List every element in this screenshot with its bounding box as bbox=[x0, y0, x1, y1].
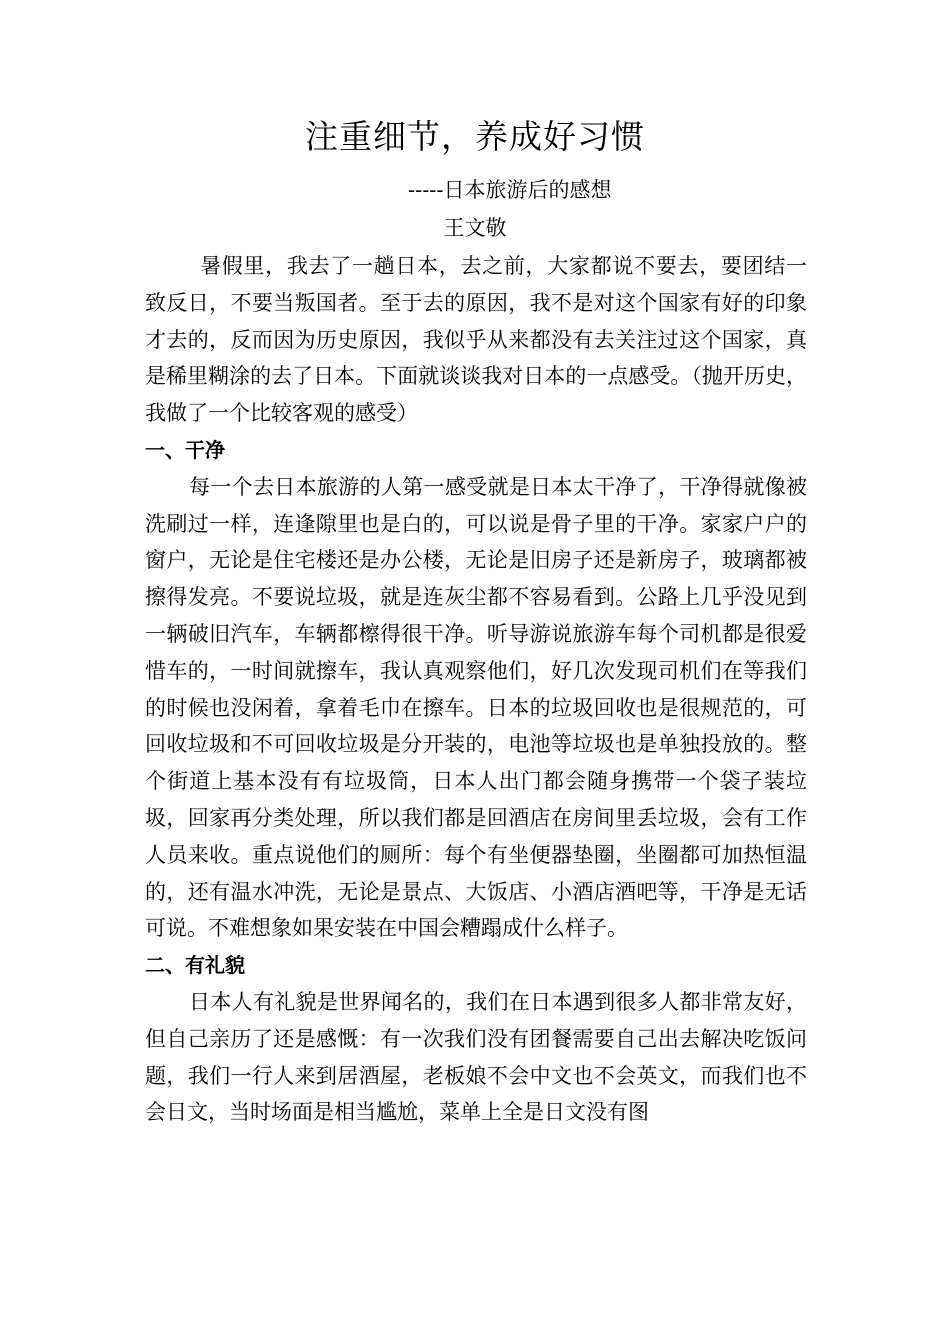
section-heading-polite: 二、有礼貌 bbox=[145, 953, 245, 978]
document-subtitle: -----日本旅游后的感想 bbox=[408, 178, 612, 202]
section-heading-clean: 一、干净 bbox=[145, 437, 225, 462]
document-title: 注重细节，养成好习惯 bbox=[305, 117, 645, 156]
document-body bbox=[145, 248, 807, 1131]
section-paragraph-clean: 每一个去日本旅游的人第一感受就是日本太干净了，干净得就像被洗刷过一样，连逢隙里也是白的，可以说是骨子里的干净。家家户户的窗户，无论是住宅楼还是办公楼，无论是旧房子还是新房子，玻璃都被擦得发亮。不要说垃圾，就是连灰尘都不容易看到。公路上几乎没见到一辆破旧汽车，车辆都檫得很干净。听导游说旅游车每个司机都是很爱惜车的，一时间就擦车，我认真观察他们，好几次发现司机们在等我们的时候也没闲着，拿着毛巾在擦车。日本的垃圾回收也是很规范的，可回收垃圾和不可回收垃圾是分开装的，电池等垃圾也是单独投放的。整个街道上基本没有有垃圾筒，日本人出门都会随身携带一个袋子装垃圾，回家再分类处理，所以我们都是回酒店在房间里丢垃圾，会有工作人员来收。重点说他们的厕所：每个有坐便器垫圈，坐圈都可加热恒温的，还有温水冲洗，无论是景点、大饭店、小酒店酒吧等，干净是无话可说。不难想象如果安装在中国会糟蹋成什么样子。 bbox=[145, 474, 807, 941]
intro-paragraph: 暑假里，我去了一趟日本，去之前，大家都说不要去，要团结一致反日，不要当叛国者。至于去的原因，我不是对这个国家有好的印象才去的，反而因为历史原因，我似乎从来都没有去关注过这个国家，真是稀里糊涂的去了日本。下面就谈谈我对日本的一点感受。（抛开历史，我做了一个比较客观的感受） bbox=[145, 254, 807, 426]
section-paragraph-polite: 日本人有礼貌是世界闻名的，我们在日本遇到很多人都非常友好，但自己亲历了还是感慨：有一次我们没有团餐需要自己出去解决吃饭问题，我们一行人来到居酒屋，老板娘不会中文也不会英文，而我们也不会日文，当时场面是相当尴尬，菜单上全是日文没有图 bbox=[145, 989, 807, 1125]
document-author: 王文敬 bbox=[443, 216, 507, 240]
